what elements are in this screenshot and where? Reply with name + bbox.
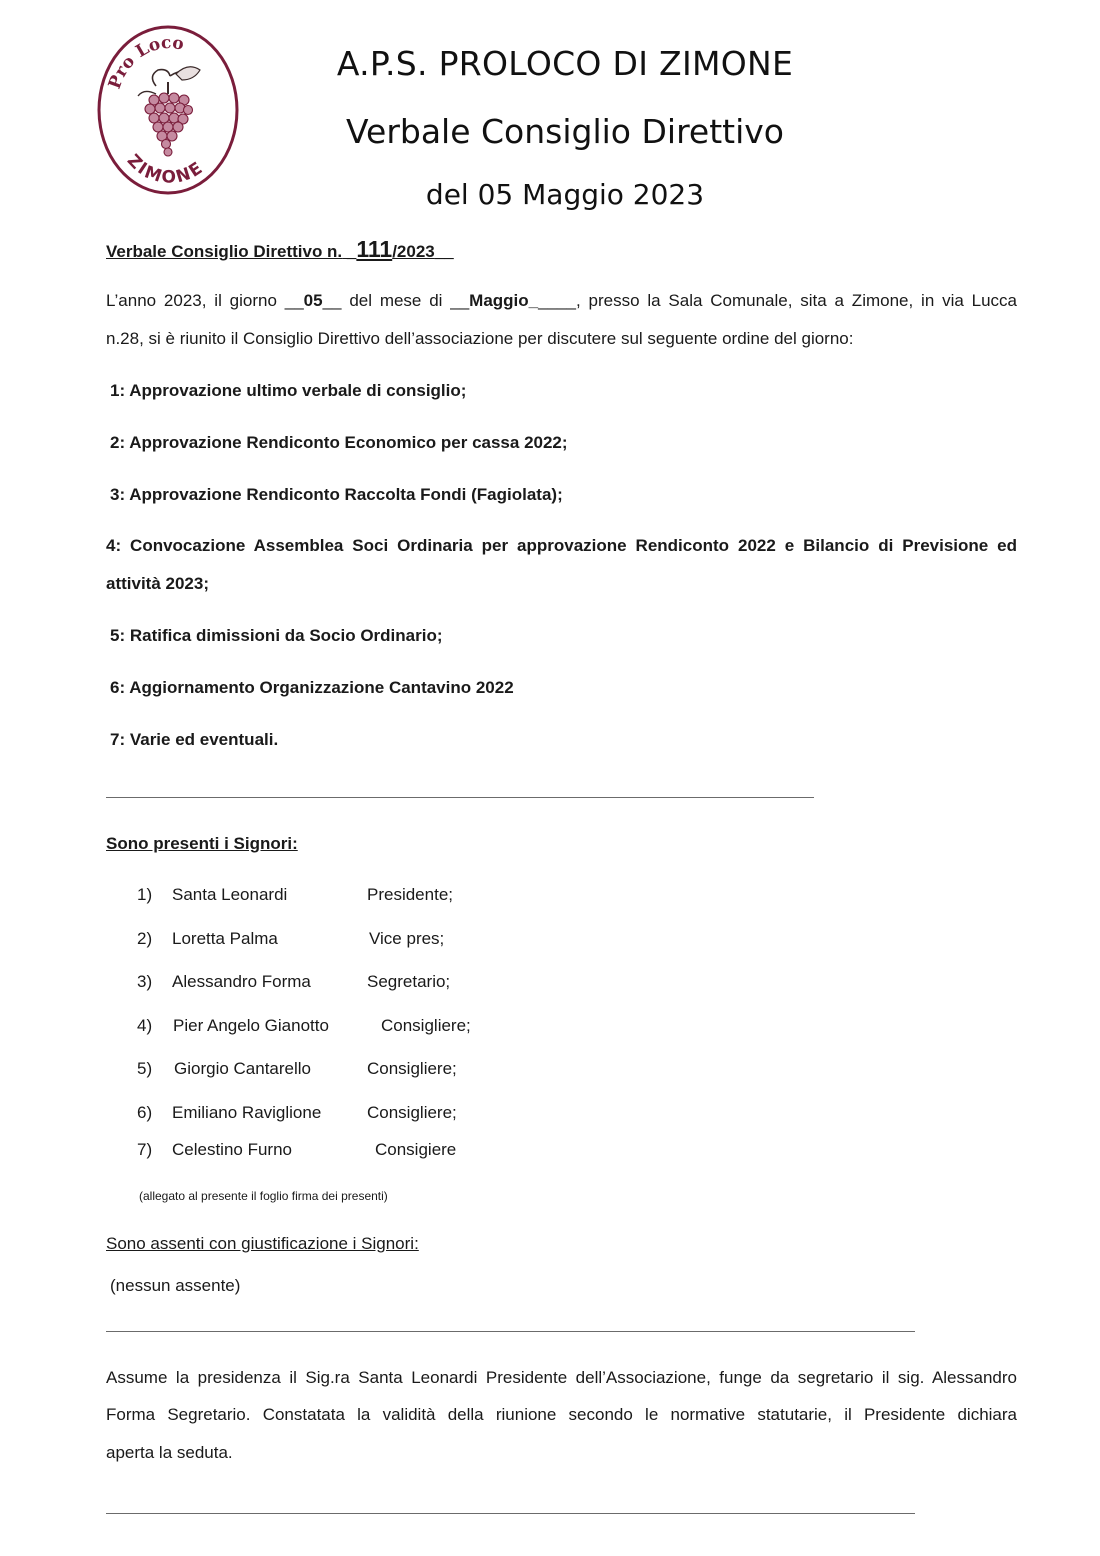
- minutes-number: 111: [356, 236, 393, 262]
- minutes-year: /2023: [392, 242, 435, 261]
- agenda-item: 1: Approvazione ultimo verbale di consiglio;: [110, 381, 467, 400]
- intro-text: , presso la Sala Comunale, sita a Zimone, in via Lucca: [575, 291, 1017, 310]
- attendance-note: (allegato al presente il foglio firma dei presenti): [139, 1189, 388, 1203]
- svg-text:Pro Loco: [105, 33, 186, 92]
- member-number: 7): [137, 1140, 153, 1159]
- agenda-item: 3: Approvazione Rendiconto Raccolta Fondi (Fagiolata);: [110, 485, 563, 504]
- member-name: Santa Leonardi: [172, 885, 288, 904]
- separator-line: [106, 1513, 915, 1514]
- member-role: Segretario;: [367, 972, 451, 991]
- member-name: Pier Angelo Gianotto: [173, 1016, 329, 1035]
- intro-line-2: n.28, si è riunito il Consiglio Direttivo dell’associazione per discutere sul seguente ordine del giorno:: [106, 329, 854, 348]
- member-name: Alessandro Forma: [172, 972, 311, 991]
- member-number: 5): [137, 1059, 153, 1078]
- minutes-reference: Verbale Consiglio Direttivo n. _111/2023__: [106, 236, 454, 262]
- separator-line: [106, 797, 814, 798]
- separator-line: [106, 1331, 915, 1332]
- member-role: Consigiere: [375, 1140, 457, 1159]
- meeting-day: 05: [303, 291, 323, 310]
- present-heading: Sono presenti i Signori:: [106, 834, 298, 853]
- member-name: Giorgio Cantarello: [174, 1059, 312, 1078]
- member-number: 6): [137, 1103, 153, 1122]
- agenda-item: 7: Varie ed eventuali.: [110, 730, 279, 749]
- logo-top-text: Pro Loco: [104, 32, 186, 92]
- closing-line-1: Assume la presidenza il Sig.ra Santa Leonardi Presidente dell’Associazione, funge da segretario il sig. Alessandro: [106, 1368, 1017, 1387]
- member-role: Consigliere;: [381, 1016, 471, 1035]
- member-number: 3): [137, 972, 153, 991]
- minutes-ref-label: Verbale Consiglio Direttivo n.: [106, 242, 343, 261]
- member-number: 2): [137, 929, 153, 948]
- document-date: del 05 Maggio 2023: [425, 178, 705, 211]
- member-name: Celestino Furno: [172, 1140, 293, 1159]
- agenda-item-continued: attività 2023;: [106, 574, 209, 593]
- intro-text: del mese di: [349, 291, 443, 310]
- document-subtitle: Verbale Consiglio Direttivo: [346, 112, 784, 151]
- member-role: Consigliere;: [367, 1059, 457, 1078]
- member-role: Presidente;: [367, 885, 453, 904]
- agenda-item: 6: Aggiornamento Organizzazione Cantavino 2022: [110, 678, 514, 697]
- pro-loco-logo: [96, 24, 240, 196]
- member-number: 4): [137, 1016, 153, 1035]
- agenda-item: 5: Ratifica dimissioni da Socio Ordinario;: [110, 626, 443, 645]
- document-title: A.P.S. PROLOCO DI ZIMONE: [336, 44, 794, 83]
- closing-line-2: Forma Segretario. Constatata la validità della riunione secondo le normative statutarie, il Presidente dichiara: [106, 1405, 1017, 1424]
- closing-line-3: aperta la seduta.: [106, 1443, 233, 1462]
- intro-line-1: L’anno 2023, il giorno __05__ del mese di __Maggio_____, presso la Sala Comunale, sita a Zimone, in via Lucca: [106, 291, 1017, 310]
- member-number: 1): [137, 885, 153, 904]
- member-role: Consigliere;: [367, 1103, 457, 1122]
- member-name: Loretta Palma: [172, 929, 278, 948]
- agenda-item: 2: Approvazione Rendiconto Economico per cassa 2022;: [110, 433, 568, 452]
- agenda-item: 4: Convocazione Assemblea Soci Ordinaria per approvazione Rendiconto 2022 e Bilancio di Previsione ed: [106, 536, 1017, 555]
- absent-value: (nessun assente): [110, 1276, 241, 1295]
- member-name: Emiliano Raviglione: [172, 1103, 322, 1122]
- member-role: Vice pres;: [369, 929, 445, 948]
- logo-bottom-text: ZIMONE: [122, 150, 208, 188]
- intro-text: L’anno 2023, il giorno: [106, 291, 277, 310]
- absent-heading: Sono assenti con giustificazione i Signori:: [106, 1234, 419, 1253]
- grape-bunch-icon: [96, 24, 240, 196]
- meeting-month: Maggio: [469, 291, 529, 310]
